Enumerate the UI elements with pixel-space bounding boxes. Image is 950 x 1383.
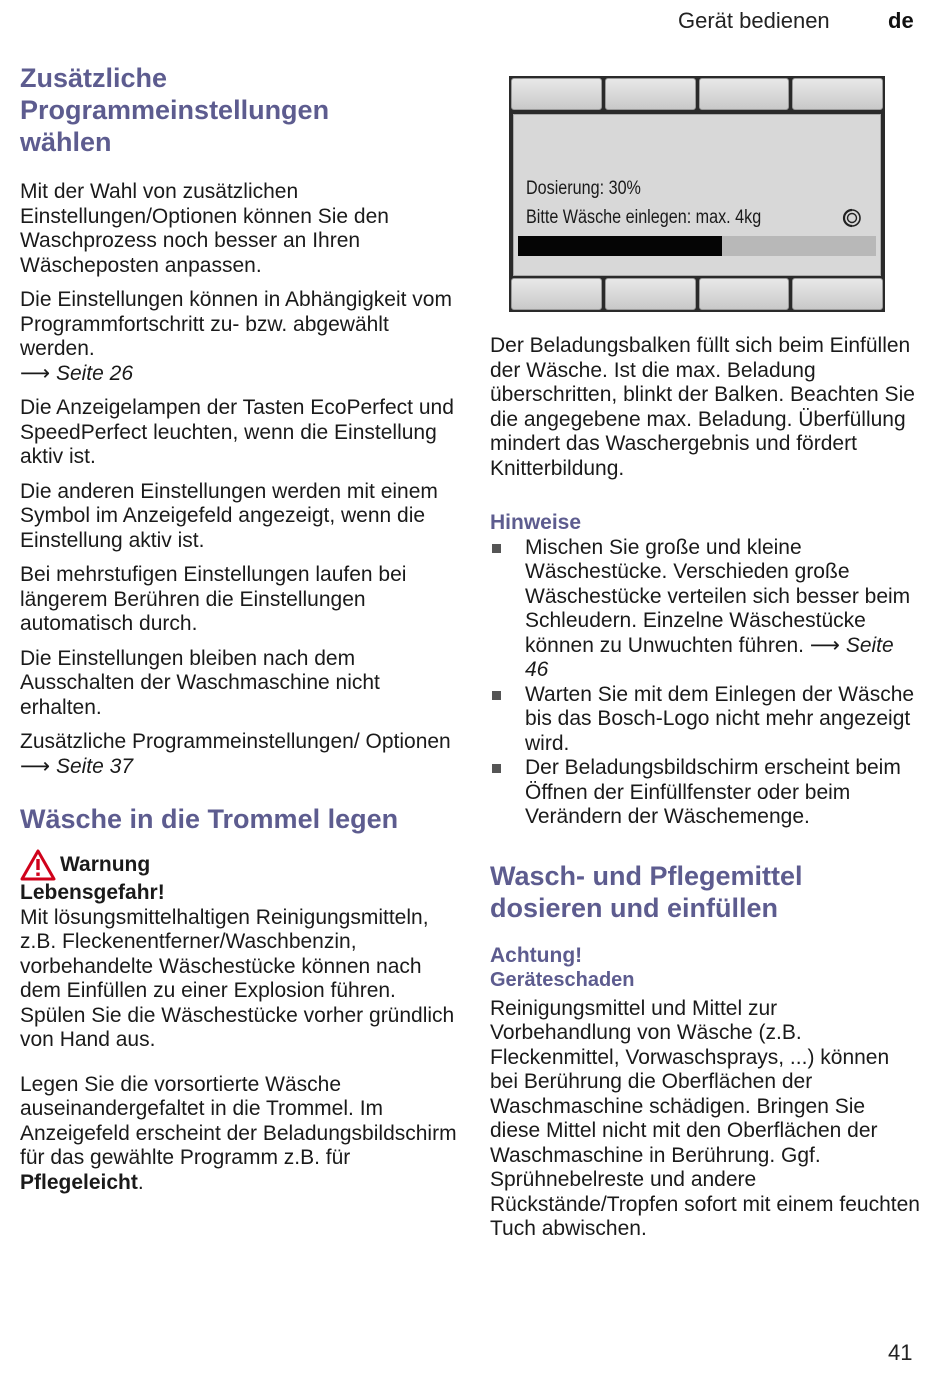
display-button (699, 278, 790, 310)
load-bar (518, 236, 876, 256)
page-reference-text: Seite 26 (55, 361, 134, 385)
list-item-text: Warten Sie mit dem Einlegen der Wäsche bis das Bosch-Logo nicht mehr angezeigt wird. (525, 682, 915, 755)
list-item (490, 536, 920, 683)
header-language: de (888, 8, 914, 33)
paragraph: Mit der Wahl von zusätzlichen Einstellungen/Optionen können Sie den Waschprozess noch besser an Ihren Wäscheposten anpassen. (20, 180, 389, 277)
page-reference-text: Seite 37 (55, 754, 134, 778)
display-screen (513, 114, 881, 276)
paragraph (20, 730, 460, 779)
display-button (511, 278, 602, 310)
notes-title: Hinweise (490, 511, 582, 534)
heading-line: Wasch- und Pflegemittel (490, 860, 803, 891)
dosage-text: Dosierung: 30% (526, 178, 641, 199)
heading-detergent (490, 860, 920, 924)
list-item (490, 683, 920, 757)
heading-line: Zusätzliche (20, 63, 168, 93)
paragraph: Die anderen Einstellungen werden mit einem Symbol im Anzeigefeld angezeigt, wenn die Einstellung aktiv ist. (20, 479, 438, 552)
page-reference-link[interactable] (20, 755, 133, 778)
warning-text: Spülen Sie die Wäschestücke vorher gründlich von Hand aus. (20, 1003, 455, 1051)
warning-text: Mit lösungsmittelhaltigen Reinigungsmitteln, z.B. Fleckenentferner/Waschbenzin, vorbehandelte Wäschestücke können nach dem Einfüllen zu einer Explosion führen. (20, 905, 429, 1002)
display-bottom-buttons (511, 278, 883, 310)
paragraph (20, 288, 460, 386)
right-column (490, 334, 920, 1252)
load-bar-fill (518, 236, 722, 256)
display-top-buttons (511, 78, 883, 110)
heading-line: wählen (20, 127, 112, 157)
paragraph-end: . (137, 1170, 144, 1194)
heading-additional-settings (20, 62, 460, 158)
display-button (605, 78, 696, 110)
paragraph: Bei mehrstufigen Einstellungen laufen bei längerem Berühren die Einstellungen automatisch durch. (20, 563, 407, 635)
load-display-illustration (509, 76, 885, 312)
list-item-text: Mischen Sie große und kleine Wäschestücke. Verschieden große Wäschestücke verteilen sich besser beim Schleudern. Einzelne Wäschestücke können zu Unwuchten führen. (525, 535, 911, 657)
heading-line: Programmeinstellungen (20, 95, 330, 125)
header-section-title: Gerät bedienen (678, 8, 830, 33)
warning-title (20, 849, 460, 881)
display-button (605, 278, 696, 310)
paragraph-text: Legen Sie die vorsortierte Wäsche auseinandergefaltet in die Trommel. Im Anzeigefeld erscheint der Beladungsbildschirm für das gewählte Programm z.B. für (20, 1072, 457, 1169)
program-name: Pflegeleicht (20, 1170, 138, 1194)
paragraph-text: Zusätzliche Programmeinstellungen/ Optionen (20, 730, 451, 753)
paragraph (20, 1073, 460, 1196)
display-button (511, 78, 602, 110)
list-item-text: Der Beladungsbildschirm erscheint beim Öffnen der Einfüllfenster oder beim Verändern der Wäschemenge. (525, 756, 901, 828)
caution-title: Achtung! (490, 943, 583, 967)
load-instruction-text: Bitte Wäsche einlegen: max. 4kg (526, 207, 762, 228)
heading-load-laundry: Wäsche in die Trommel legen (20, 804, 399, 834)
display-button (699, 78, 790, 110)
warning-triangle-icon (20, 849, 56, 881)
drum-icon (841, 207, 863, 229)
list-item (490, 756, 920, 830)
notes-list (490, 536, 920, 830)
left-column (20, 62, 460, 1205)
warning-label: Warnung (60, 852, 151, 876)
display-button (792, 278, 883, 310)
display-button (792, 78, 883, 110)
arrow-right-icon: ⟶ (20, 754, 51, 778)
heading-line: dosieren und einfüllen (490, 892, 779, 923)
warning-subtitle: Lebensgefahr! (20, 881, 165, 904)
page-reference-link[interactable] (20, 362, 133, 385)
page-reference-text: Seite 46 (525, 633, 894, 681)
arrow-right-icon: ⟶ (809, 633, 840, 657)
page-number: 41 (888, 1340, 913, 1365)
paragraph: Der Beladungsbalken füllt sich beim Einfüllen der Wäsche. Ist die max. Beladung überschritten, blinkt der Balken. Beachten Sie die angegebene max. Beladung. Überfüllung mindert das Waschergebnis und fördert Knitterbildung. (490, 334, 915, 480)
caution-subtitle: Geräteschaden (490, 969, 635, 991)
arrow-right-icon: ⟶ (20, 361, 51, 385)
paragraph-text: Die Einstellungen können in Abhängigkeit vom Programmfortschritt zu- bzw. abgewählt werden. (20, 288, 452, 360)
caution-text: Reinigungsmittel und Mittel zur Vorbehandlung von Wäsche (z.B. Fleckenmittel, Vorwaschsprays, ...) können bei Berührung die Oberflächen der Waschmaschine schädigen. Bringen Sie diese Mittel nicht mit den Oberflächen der Waschmaschine in Berührung. Ggf. Sprühnebelreste und andere Rückstände/Tropfen sofort mit einem feuchten Tuch abwischen. (490, 996, 920, 1240)
paragraph: Die Einstellungen bleiben nach dem Ausschalten der Waschmaschine nicht erhalten. (20, 646, 380, 719)
paragraph: Die Anzeigelampen der Tasten EcoPerfect und SpeedPerfect leuchten, wenn die Einstellung aktiv ist. (20, 396, 454, 468)
